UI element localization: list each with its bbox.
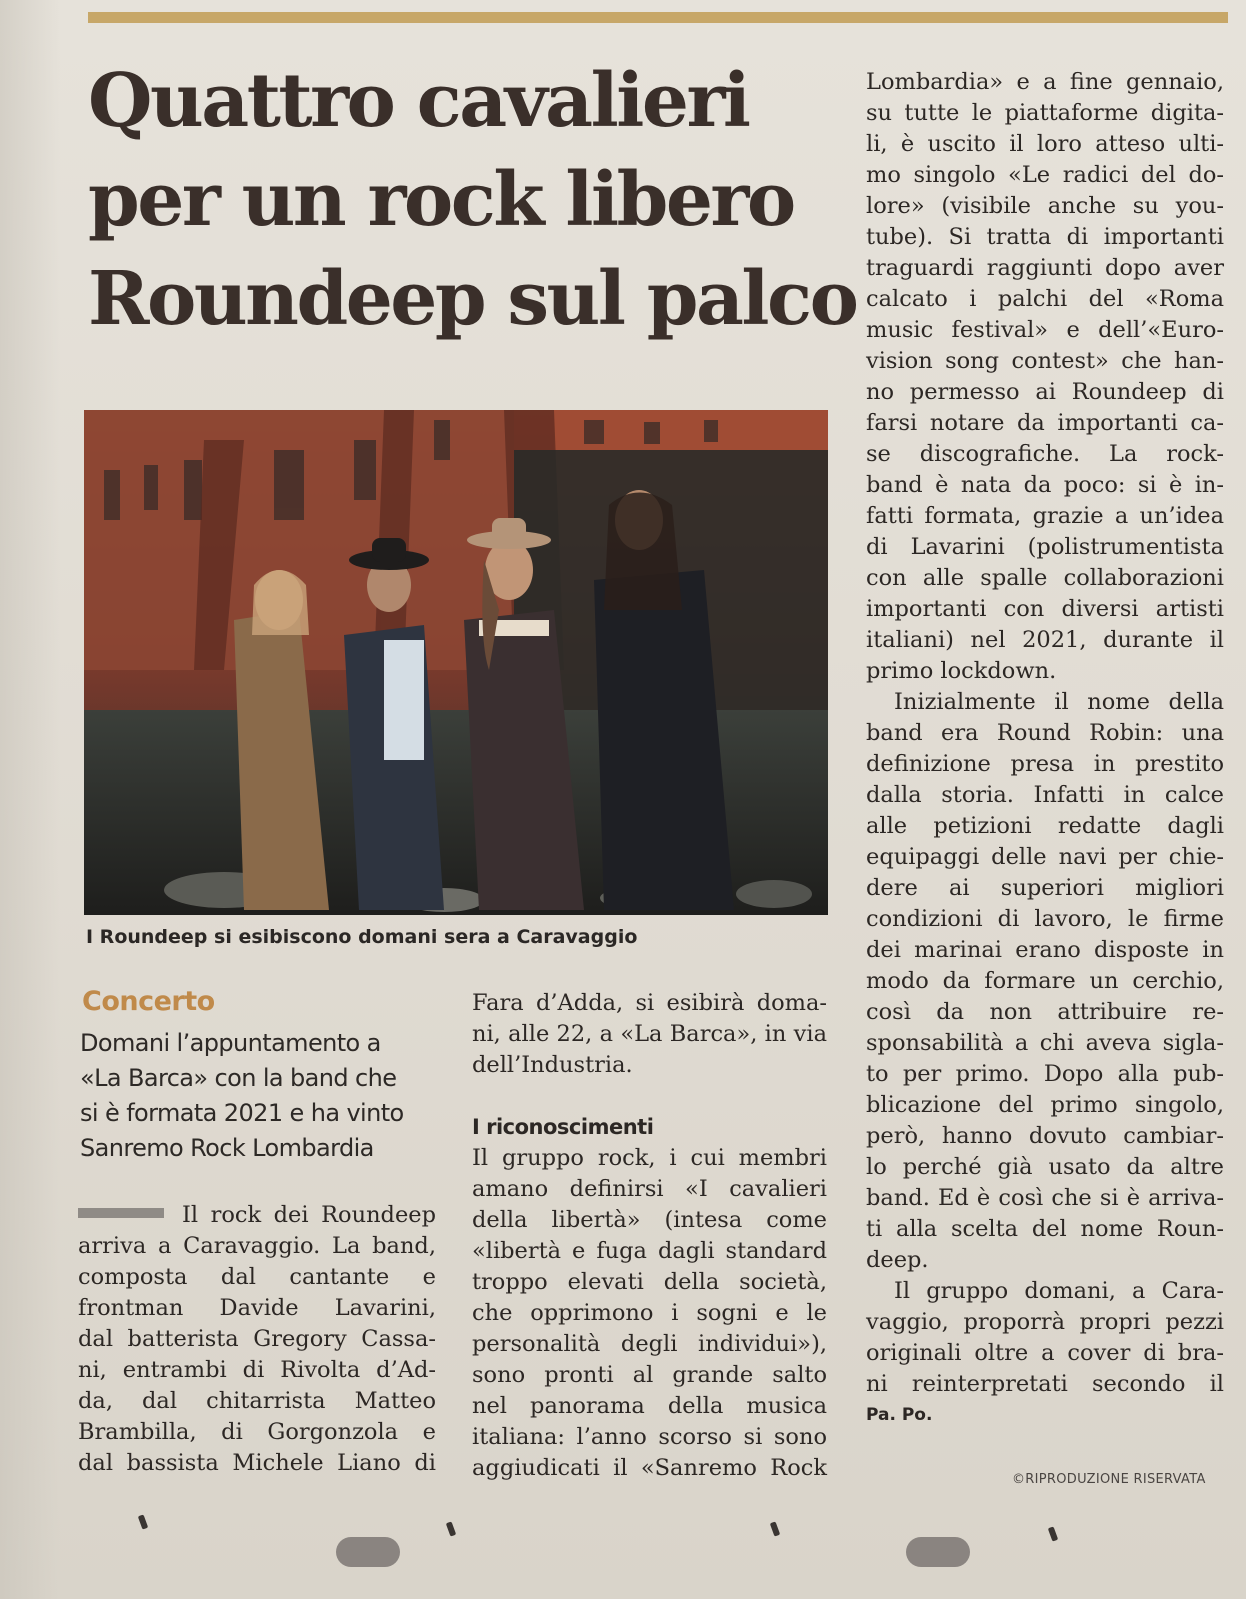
text-line: dal batterista Gregory Cassa- xyxy=(78,1326,436,1352)
text-line: personalità degli individui»), xyxy=(472,1331,827,1357)
text-line: Brambilla, di Gorgonzola e xyxy=(78,1419,436,1445)
spacer xyxy=(472,1081,827,1112)
text-line: Il gruppo domani, a Cara- xyxy=(894,1278,1224,1304)
text-line: della libertà» (intesa come xyxy=(472,1207,827,1233)
text-line: tube). Si tratta di importanti xyxy=(866,224,1224,250)
text-line: deep. xyxy=(866,1247,929,1273)
text-line: italiana: l’anno scorso si sono xyxy=(472,1424,827,1450)
text-line: però, hanno dovuto cambiar- xyxy=(866,1123,1224,1149)
text-line: se discografiche. La rock- xyxy=(866,441,1224,467)
headline xyxy=(88,52,857,349)
text-line: dell’Industria. xyxy=(472,1052,633,1078)
text-line: ni, alle 22, a «La Barca», in via xyxy=(472,1021,827,1047)
photo-caption: I Roundeep si esibiscono domani sera a Caravaggio xyxy=(86,926,638,948)
author-signature: Pa. Po. xyxy=(866,1405,933,1425)
text-line: «libertà e fuga dagli standard xyxy=(472,1238,827,1264)
text-line: band. Ed è così che si è arriva- xyxy=(866,1185,1224,1211)
text-line: vaggio, proporrà propri pezzi xyxy=(866,1309,1224,1335)
headline-line-2: per un rock libero xyxy=(88,157,794,243)
subheadline-line: si è formata 2021 e ha vinto xyxy=(80,1099,404,1127)
band-photo xyxy=(84,410,828,915)
text-line: da, dal chitarrista Matteo xyxy=(78,1388,436,1414)
text-column-3 xyxy=(866,67,1224,1431)
text-line: dei marinai erano disposte in xyxy=(866,937,1224,963)
text-line: Fara d’Adda, si esibirà doma- xyxy=(472,990,827,1016)
text-line: composta dal cantante e xyxy=(78,1264,436,1290)
page-shadow xyxy=(0,0,60,1599)
text-line: sono pronti al grande salto xyxy=(472,1362,827,1388)
headline-line-1: Quattro cavalieri xyxy=(88,58,749,144)
subheadline xyxy=(80,1026,460,1166)
text-line: calcato i palchi del «Roma xyxy=(866,286,1224,312)
text-line: farsi notare da importanti ca- xyxy=(866,410,1224,436)
binder-hole xyxy=(906,1537,970,1567)
ink-mark xyxy=(770,1521,780,1536)
text-line: blicazione del primo singolo, xyxy=(866,1092,1224,1118)
text-line: aggiudicati il «Sanremo Rock xyxy=(472,1455,827,1481)
text-column-1 xyxy=(78,1200,436,1479)
text-line: ti alla scelta del nome Roun- xyxy=(866,1216,1224,1242)
text-line: music festival» e dell’«Euro- xyxy=(866,317,1224,343)
text-line: Il gruppo rock, i cui membri xyxy=(472,1145,827,1171)
ink-mark xyxy=(138,1514,148,1529)
text-line: arriva a Caravaggio. La band, xyxy=(78,1233,436,1259)
text-line: no permesso ai Roundeep di xyxy=(866,379,1224,405)
text-line: sponsabilità a chi aveva sigla- xyxy=(866,1030,1224,1056)
text-line: italiani) nel 2021, durante il xyxy=(866,627,1224,653)
text-line: equipaggi delle navi per chie- xyxy=(866,844,1224,870)
text-line: originali oltre a cover di bra- xyxy=(866,1340,1224,1366)
text-line: dalla storia. Infatti in calce xyxy=(866,782,1224,808)
text-line: troppo elevati della società, xyxy=(472,1269,827,1295)
text-line: traguardi raggiunti dopo aver xyxy=(866,255,1224,281)
ink-mark xyxy=(1048,1526,1058,1541)
text-line: ni reinterpretati secondo il xyxy=(866,1371,1224,1397)
text-line: band era Round Robin: una xyxy=(866,720,1224,746)
text-line: primo lockdown. xyxy=(866,658,1057,684)
text-line: dere ai superiori migliori xyxy=(866,875,1224,901)
text-line: li, è uscito il loro atteso ulti- xyxy=(866,131,1224,157)
text-line: Inizialmente il nome della xyxy=(894,689,1224,715)
lead-marker xyxy=(78,1208,164,1218)
text-line: alle petizioni redatte dagli xyxy=(866,813,1224,839)
subheadline-line: «La Barca» con la band che xyxy=(80,1064,397,1092)
text-line: definizione presa in prestito xyxy=(866,751,1224,777)
text-line: mo singolo «Le radici del do- xyxy=(866,162,1224,188)
text-line xyxy=(472,1484,827,1515)
text-line: fatti formata, grazie a un’idea xyxy=(866,503,1224,529)
text-line: to per primo. Dopo alla pub- xyxy=(866,1061,1224,1087)
text-line: ni, entrambi di Rivolta d’Ad- xyxy=(78,1357,436,1383)
text-line: di Lavarini (polistrumentista xyxy=(866,534,1224,560)
text-line: così da non attribuire re- xyxy=(866,999,1224,1025)
text-line: dal bassista Michele Liano di xyxy=(78,1450,436,1476)
text-line: su tutte le piattaforme digita- xyxy=(866,100,1224,126)
text-line: importanti con diversi artisti xyxy=(866,596,1224,622)
text-line: Il rock dei Roundeep xyxy=(78,1200,436,1231)
text-column-2 xyxy=(472,988,827,1515)
top-color-rule xyxy=(88,12,1228,23)
headline-line-3: Roundeep sul palco xyxy=(88,256,857,342)
ink-mark xyxy=(446,1521,456,1536)
text-line: lo perché già usato da altre xyxy=(866,1154,1224,1180)
text-line: con alle spalle collaborazioni xyxy=(866,565,1224,591)
text-line: band è nata da poco: si è in- xyxy=(866,472,1224,498)
text-line: vision song contest» che han- xyxy=(866,348,1224,374)
text-line: amano definirsi «I cavalieri xyxy=(472,1176,827,1202)
text-line: che opprimono i sogni e le xyxy=(472,1300,827,1326)
text-line: Lombardia» e a fine gennaio, xyxy=(866,69,1224,95)
text-line: condizioni di lavoro, le firme xyxy=(866,906,1224,932)
section-heading: I riconoscimenti xyxy=(472,1115,654,1139)
subheadline-line: Sanremo Rock Lombardia xyxy=(80,1134,374,1162)
text-line: lore» (visibile anche su you- xyxy=(866,193,1224,219)
text-line: modo da formare un cerchio, xyxy=(866,968,1224,994)
band-photo-illustration xyxy=(84,410,828,915)
copyright-notice: ©RIPRODUZIONE RISERVATA xyxy=(1012,1472,1206,1487)
binder-hole xyxy=(336,1537,400,1567)
text-line: nel panorama della musica xyxy=(472,1393,827,1419)
subheadline-line: Domani l’appuntamento a xyxy=(80,1029,381,1057)
kicker-label: Concerto xyxy=(82,986,215,1017)
text-line: frontman Davide Lavarini, xyxy=(78,1295,436,1321)
